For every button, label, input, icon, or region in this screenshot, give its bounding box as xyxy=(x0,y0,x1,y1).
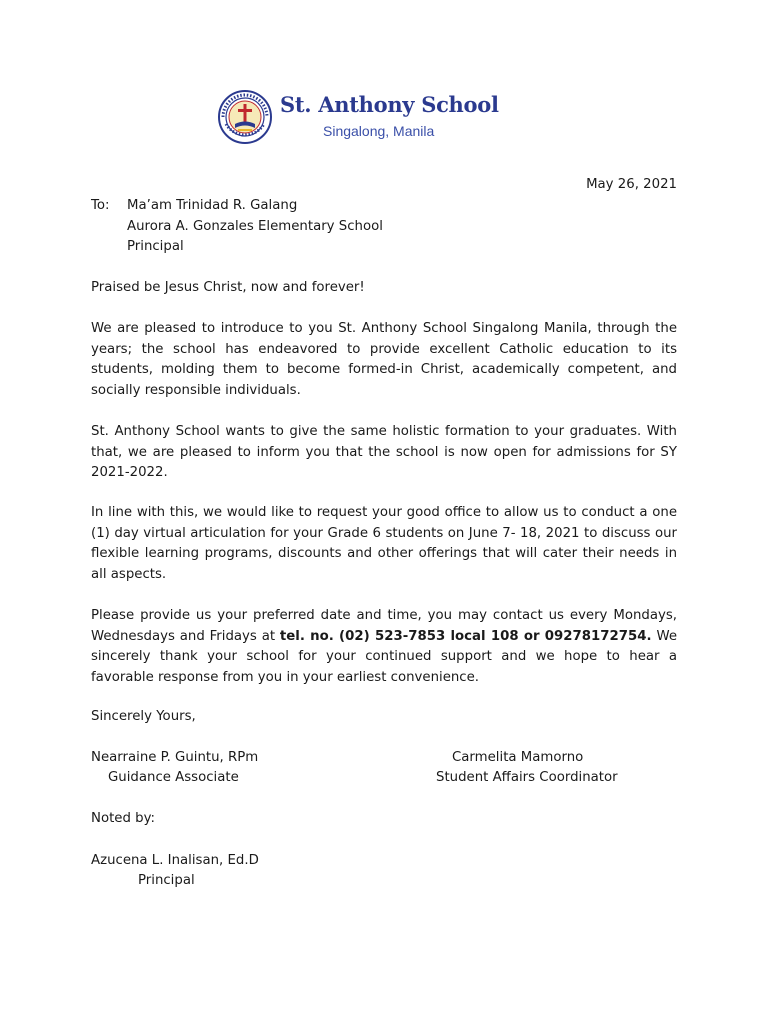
closing: Sincerely Yours, xyxy=(91,709,196,724)
school-seal-icon xyxy=(218,90,272,144)
signer1-name: Nearraine P. Guintu, RPm xyxy=(91,750,259,765)
paragraph-contact xyxy=(91,606,677,688)
recipient-name: Ma’am Trinidad R. Galang xyxy=(127,198,298,213)
contact-text-end: We sincerely thank your school for your continued support and we hope to hear a favorable response from you in your earliest convenience. xyxy=(91,628,678,685)
noted-by-label: Noted by: xyxy=(91,811,155,826)
letter-date: May 26, 2021 xyxy=(586,177,677,192)
school-name: St. Anthony School xyxy=(280,92,499,117)
paragraph-intro: We are pleased to introduce to you St. Anthony School Singalong Manila, through the years; the school has endeavored to provide excellent Catholic education to its students, molding them to become formed-in Christ, academically competent, and socially responsible individuals. xyxy=(91,321,677,398)
paragraph-request: In line with this, we would like to request your good office to allow us to conduct a one (1) day virtual articulation for your Grade 6 students on June 7- 18, 2021 to discuss our flexible learning programs, discounts and other offerings that will cater their needs in all aspects. xyxy=(91,505,677,582)
signer1-title: Guidance Associate xyxy=(108,770,239,785)
signer3-title: Principal xyxy=(138,873,195,888)
recipient-school: Aurora A. Gonzales Elementary School xyxy=(127,218,383,234)
contact-phone: tel. no. (02) 523-7853 local 108 or 09278172754. xyxy=(279,628,652,644)
greeting: Praised be Jesus Christ, now and forever! xyxy=(91,280,365,295)
to-label: To: xyxy=(91,198,110,213)
signer2-name: Carmelita Mamorno xyxy=(452,750,584,765)
contact-text-start: Please provide us your preferred date and time, you may contact us every Mondays, Wednesdays and Fridays at xyxy=(91,608,677,644)
signer2-title: Student Affairs Coordinator xyxy=(436,770,618,785)
signer3-name: Azucena L. Inalisan, Ed.D xyxy=(91,853,259,868)
recipient-title: Principal xyxy=(127,239,184,255)
recipient-block xyxy=(91,196,383,258)
school-location: Singalong, Manila xyxy=(323,123,435,139)
paragraph-admissions: St. Anthony School wants to give the same holistic formation to your graduates. With that, we are pleased to inform you that the school is now open for admissions for SY 2021-2022. xyxy=(91,424,677,481)
